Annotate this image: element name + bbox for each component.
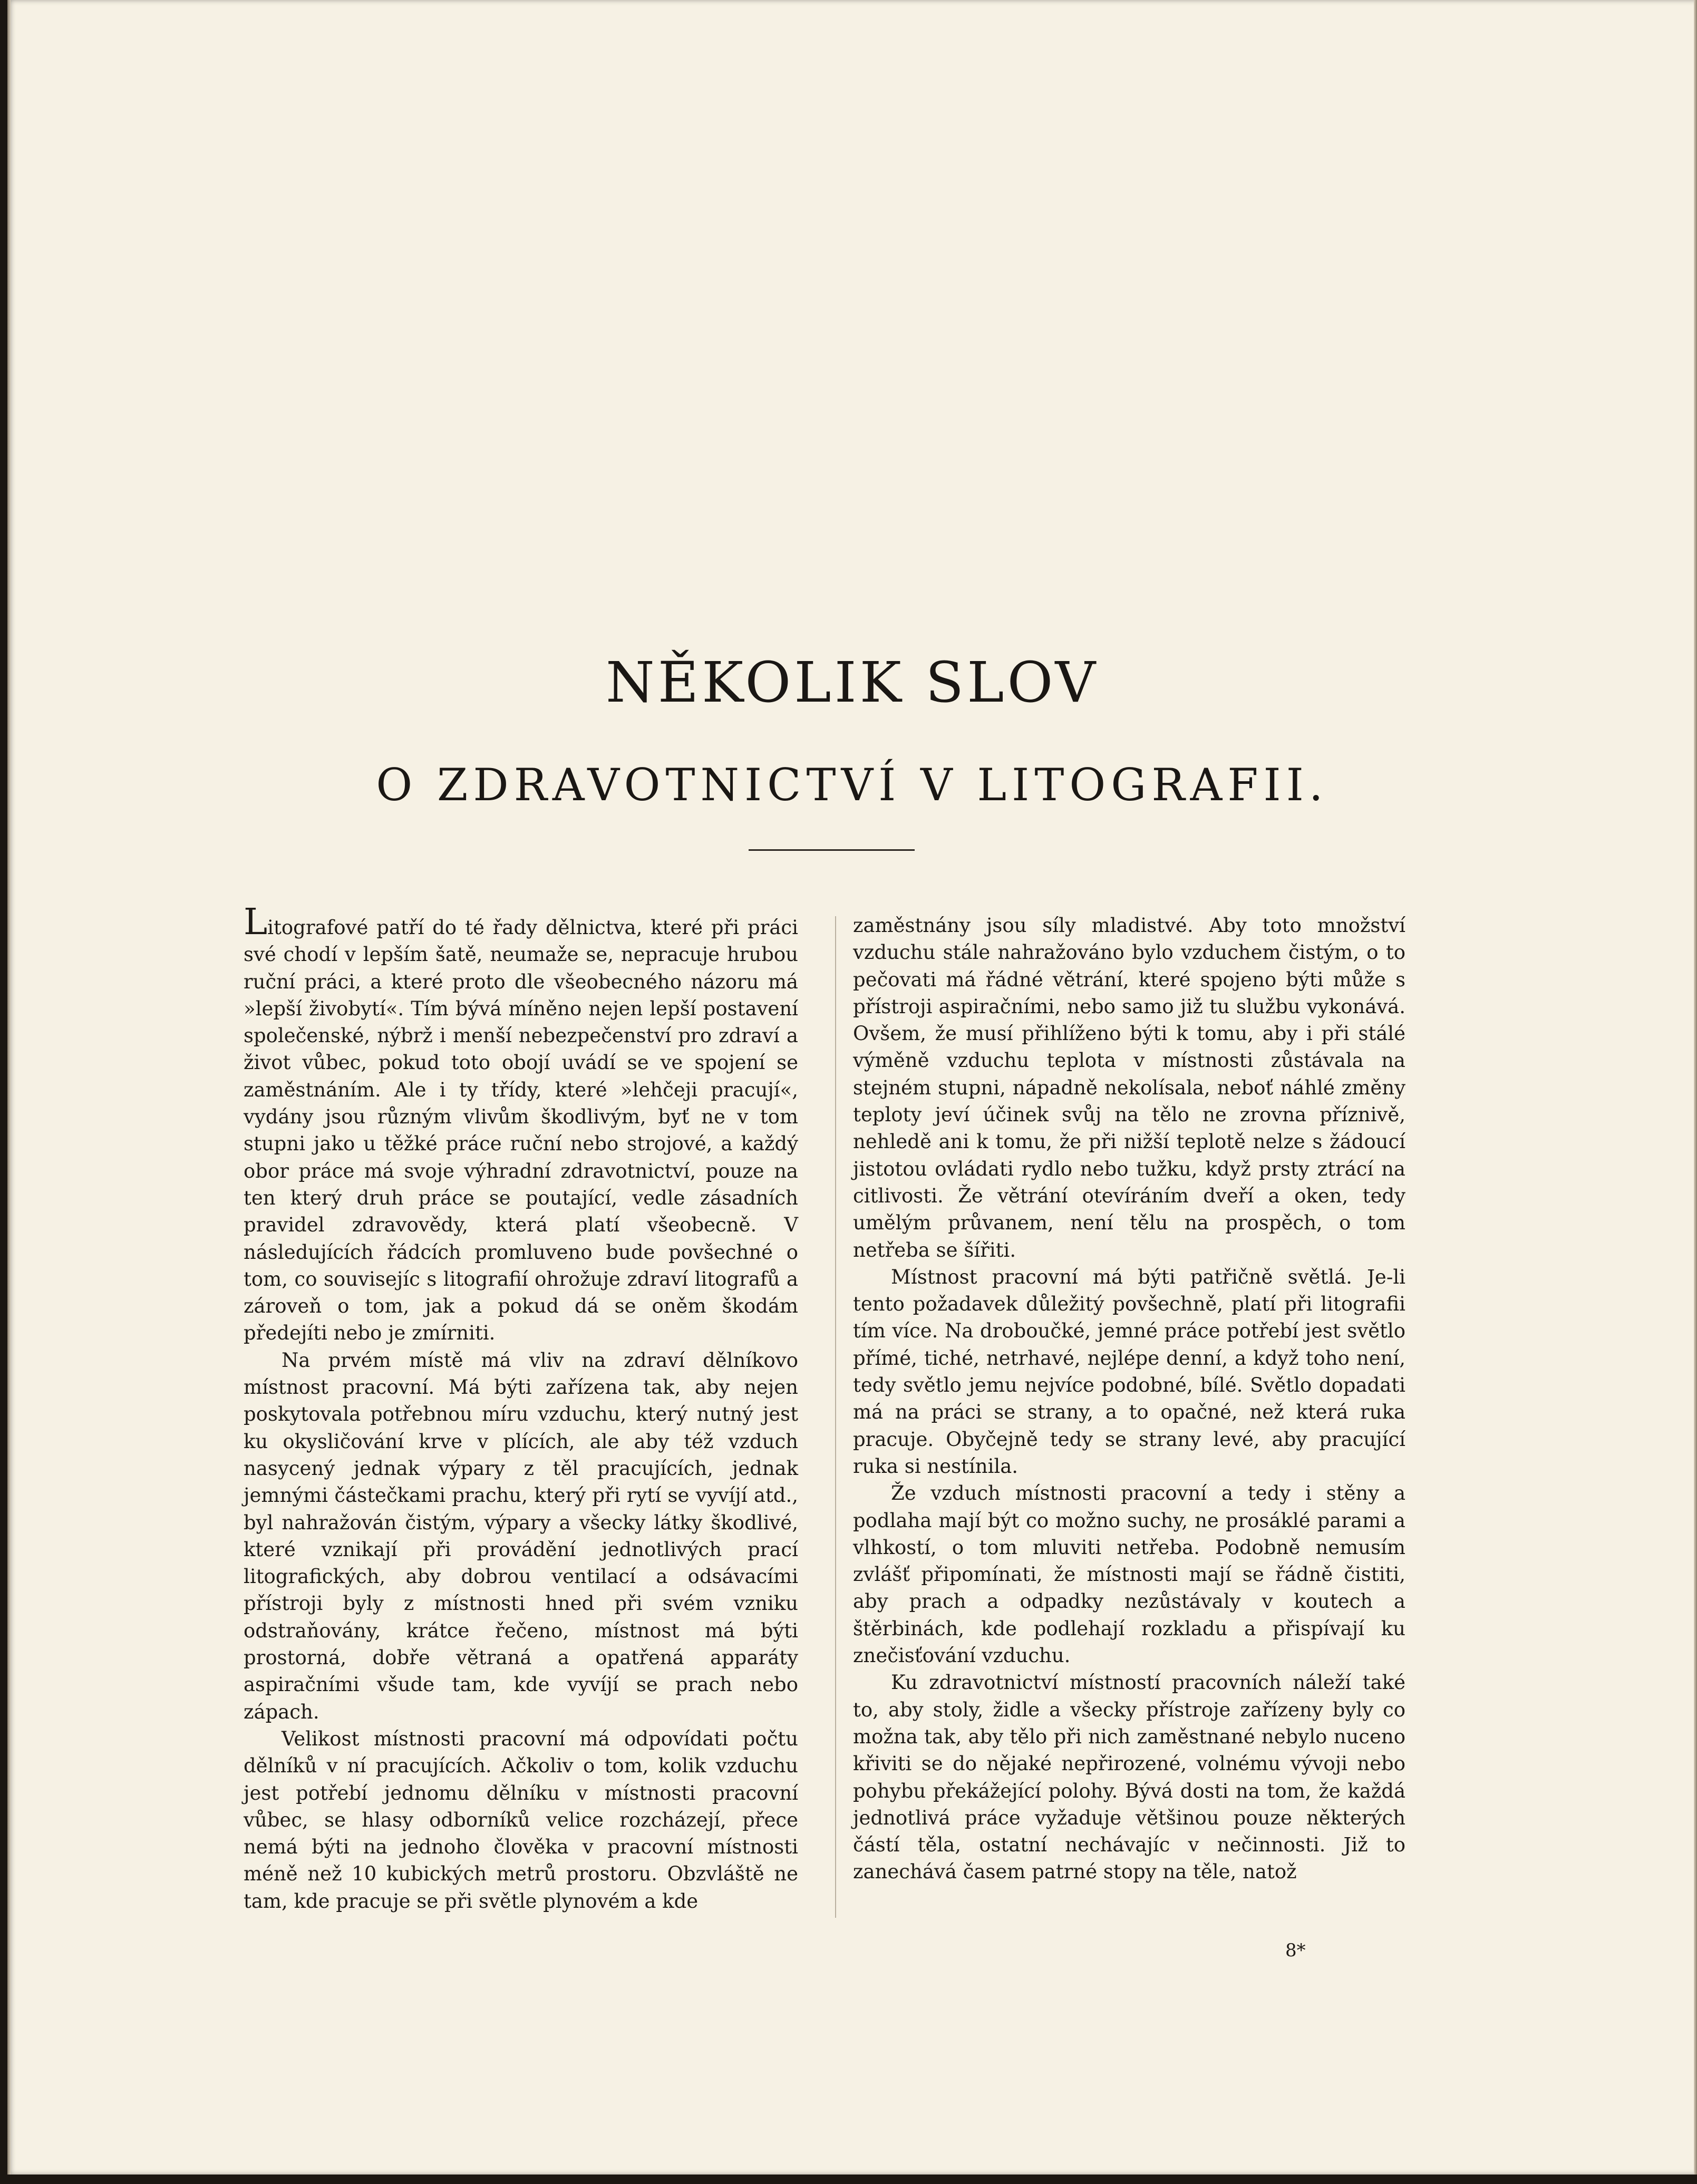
page-title: NĚKOLIK SLOV	[605, 650, 1099, 715]
title-divider	[749, 849, 915, 851]
drop-cap: L	[244, 901, 268, 943]
paragraph: Že vzduch místnosti pracovní a tedy i stěny a podlaha mají být co možno suchy, ne prosáklé parami a vlhkostí, o tom mluviti netřeba. Podobně nemusím zvlášť připomínati, že místnosti mají se řádně čistiti, aby prach a odpadky nezůstávaly v koutech a štěrbinách, kde podlehají rozkladu a přispívají ku znečisťování vzduchu.	[853, 1482, 1405, 1667]
title-block	[7, 646, 1697, 817]
paragraph: Na prvém místě má vliv na zdraví dělníkovo místnost pracovní. Má býti zařízena tak, aby nejen poskytovala potřebnou míru vzduchu, který nutný jest ku okysličování krve v plících, ale aby též vzduch nasycený jednak výpary z těl pracujících, jednak jemnými částečkami prachu, který při rytí se vyvíjí atd., byl nahražován čistým, výpary a všecky látky škodlivé, které vznikají při provádění jednotlivých prací litografických, aby dobrou ventilací a odsávacími přístroji byly z místnosti hned při svém vzniku odstraňovány, krátce řečeno, místnost má býti prostorná, dobře větraná a opatřená apparáty aspiračními všude tam, kde vyvíjí se prach nebo zápach.	[244, 1348, 798, 1723]
page-edge-left	[7, 0, 11, 2175]
text-column-left	[244, 901, 798, 1915]
paragraph: Místnost pracovní má býti patřičně světlá. Je-li tento požadavek důležitý povšechně, platí při litografii tím více. Na droboučké, jemné práce potřebí jest světlo přímé, tiché, netrhavé, nejlépe denní, a když toho není, tedy světlo jemu nejvíce podobné, bílé. Světlo dopadati má na práci se strany, a to opačné, než která ruka pracuje. Obyčejně tedy se strany levé, aby pracující ruka si nestínila.	[853, 1265, 1405, 1478]
paragraph: zaměstnány jsou síly mladistvé. Aby toto množství vzduchu stále nahražováno bylo vzduchem čistým, o to pečovati má řádné větrání, které spojeno býti může s přístroji aspiračními, nebo samo již tu službu vykonává. Ovšem, že musí přihlíženo býti k tomu, aby i při stálé výměně vzduchu teplota v místnosti zůstávala na stejném stupni, nápadně nekolísala, neboť náhlé změny teploty jeví účinek svůj na tělo ne zrovna příznivě, nehledě ani k tomu, že při nižší teplotě nelze s žádoucí jistotou ovládati rydlo nebo tužku, když prsty ztrácí na citlivosti. Že větrání otevíráním dveří a oken, tedy umělým průvanem, není tělu na prospěch, o tom netřeba se šířiti.	[853, 914, 1405, 1261]
column-divider	[835, 916, 836, 1918]
page-subtitle: O ZDRAVOTNICTVÍ V LITOGRAFII.	[376, 759, 1328, 811]
paragraph: Velikost místnosti pracovní má odpovídati počtu dělníků v ní pracujících. Ačkoliv o tom, kolik vzduchu jest potřebí jednomu dělníku v místnosti pracovní vůbec, se hlasy odborníků velice rozcházejí, přece nemá býti na jednoho člověka v pracovní místnosti méně než 10 kubických metrů prostoru. Obzvláště ne tam, kde pracuje se při světle plynovém a kde	[244, 1727, 798, 1913]
book-page	[7, 0, 1697, 2175]
page-number: 8*	[1285, 1940, 1306, 1961]
paragraph	[244, 901, 798, 1347]
text-column-right	[853, 912, 1405, 1886]
paragraph: Ku zdravotnictví místností pracovních náleží také to, aby stoly, židle a všecky přístroje zařízeny byly co možna tak, aby tělo při nich zaměstnané nebylo nuceno křiviti se do nějaké nepřirozené, volnému vývoji nebo pohybu překážející polohy. Bývá dosti na tom, že každá jednotlivá práce vyžaduje většinou pouze některých částí těla, ostatní nechávajíc v nečinnosti. Již to zanechává časem patrné stopy na těle, natož	[853, 1671, 1405, 1884]
paragraph-text: itografové patří do té řady dělnictva, které při práci své chodí v lepším šatě, neumaže se, nepracuje hrubou ruční práci, a které proto dle všeobecného názoru má »lepší živobytí«. Tím bývá míněno nejen lepší postavení společenské, nýbrž i menší nebezpečenství pro zdraví a život vůbec, pokud toto obojí uvádí se ve spojení se zaměstnáním. Ale i ty třídy, které »lehčeji pracují«, vydány jsou různým vlivům škodlivým, byť ne v tom stupni jako u těžké práce ruční nebo strojové, a každý obor práce má svoje výhradní zdravotnictví, pouze na ten který druh práce se poutající, vedle zásadních pravidel zdravovědy, která platí všeobecně. V následujících řádcích promluveno bude povšechné o tom, co souvisejíc s litografií ohrožuje zdraví litografů a zároveň o tom, jak a pokud dá se oněm škodám předejíti nebo je zmírniti.	[244, 916, 798, 1345]
page-edge-right	[1694, 0, 1697, 2175]
